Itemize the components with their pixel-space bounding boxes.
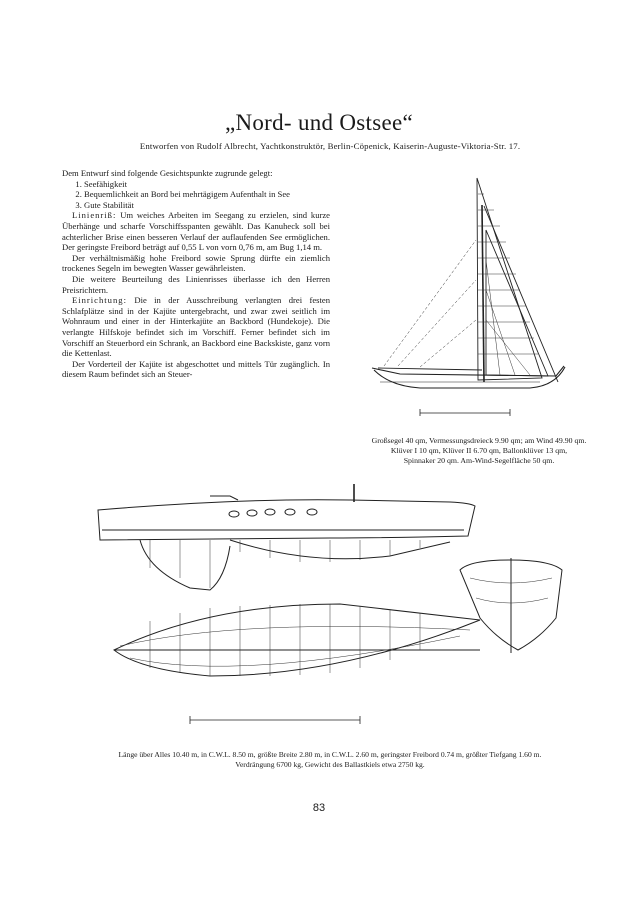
einrichtung-paragraph xyxy=(62,295,330,359)
einrichtung-text: Die in der Ausschreibung verlangten drei festen Schlafplätze sind in der Kajüte untergebracht, und zwar zwei seitlich im Wohnraum und einer in der Hinterkajüte an Backbord (Hundekoje). Die verlangte Hilfskoje befindet sich im Vorschiff. Ferner befindet sich im Vorschiff an Steuerbord ein Schrank, an Backbord eine Backskiste, ganz vorn die Kettenlast. xyxy=(62,295,330,359)
linienriss-text: Um weiches Arbeiten im Seegang zu erzielen, sind kurze Überhänge und scharfe Vorschiffsspanten gewählt. Das Kanuheck soll bei achterlicher Brise einen besseren Verlauf der auflaufenden See ermöglichen. Der geringste Freibord beträgt auf 0,55 L von vorn 0,76 m, am Bug 1,14 m. xyxy=(62,210,330,253)
sail-plan-drawing xyxy=(360,170,610,430)
hull-lines-drawing xyxy=(90,478,600,743)
beurteilung-paragraph: Die weitere Beurteilung des Linienrisses überlasse ich den Herren Preisrichtern. xyxy=(62,273,330,295)
body-text xyxy=(62,168,330,380)
sail-caption-line: Klüver I 10 qm, Klüver II 6.70 qm, Ballonklüver 13 qm, xyxy=(390,445,568,455)
requirements-list xyxy=(62,179,330,211)
sail-caption-line: Großsegel 40 qm, Vermessungsdreieck 9.90 qm; am Wind 49.90 qm. xyxy=(371,436,587,445)
list-item: 2. Bequemlichkeit an Bord bei mehrtägigem Aufenthalt in See xyxy=(84,189,330,200)
sail-plan-caption xyxy=(348,436,610,465)
einrichtung-heading: Einrichtung: xyxy=(72,295,127,306)
page-number: 83 xyxy=(312,802,326,814)
vorderteil-paragraph: Der Vorderteil der Kajüte ist abgeschottet und mittels Tür zugänglich. In diesem Raum befindet sich an Steuer- xyxy=(62,358,330,380)
hull-caption-line: Länge über Alles 10.40 m, in C.W.L. 8.50 m, größte Breite 2.80 m, in C.W.L. 2.60 m, geringster Freibord 0.74 m, größter Tiefgang 1.60 m. xyxy=(118,750,542,759)
sail-caption-line: Spinnaker 20 qm. Am-Wind-Segelfläche 50 qm. xyxy=(403,455,555,465)
linienriss-paragraph xyxy=(62,210,330,252)
intro-paragraph: Dem Entwurf sind folgende Gesichtspunkte zugrunde gelegt: xyxy=(62,168,273,178)
page-title: „Nord- und Ostsee“ xyxy=(224,110,414,135)
hull-caption-line: Verdrängung 6700 kg, Gewicht des Ballastkiels etwa 2750 kg. xyxy=(235,759,425,769)
list-item: 3. Gute Stabilität xyxy=(84,200,330,211)
hull-caption xyxy=(40,750,620,769)
list-item: 1. Seefähigkeit xyxy=(84,179,330,190)
linienriss-heading: Linienriß: xyxy=(72,210,117,221)
subtitle: Entworfen von Rudolf Albrecht, Yachtkonstruktör, Berlin-Cöpenick, Kaiserin-Auguste-Viktoria-Str. 17. xyxy=(139,141,521,151)
freibord-paragraph: Der verhältnismäßig hohe Freibord sowie Sprung dürfte ein ziemlich trockenes Segeln im bewegten Wasser gewährleisten. xyxy=(62,252,330,274)
